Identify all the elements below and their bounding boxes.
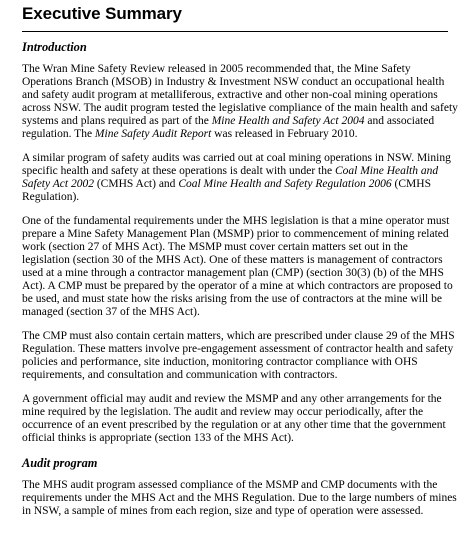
paragraph-msmp-requirements: One of the fundamental requirements under the MHS legislation is that a mine operator must prepare a Mine Safety Management Plan (MSMP) prior to commencement of mining related work (section 27 of MHS Act). The MSMP must cover certain matters set out in the legislation (section 30 of the MHS Act). One of these matters is management of contractors used at a mine through a contractor management plan (CMP) (section 30(3) (b) of the MHS Act). A CMP must be prepared by the operator of a mine at which contractors are proposed to be used, and must state how the risks arising from the use of contractors at the mine will be managed (section 37 of the MHS Act). <box>22 215 453 318</box>
paragraph-text: A similar program of safety audits was carried out at coal mining operations in NSW. Mining specific health and safety at these operations is dealt with under the <box>22 152 451 177</box>
regulation-title-cmhs: Coal Mine Health and Safety Regulation 2006 <box>178 178 392 190</box>
section-heading-introduction: Introduction <box>22 40 87 54</box>
act-title-cmhs-act: Coal Mine Health and Safety Act 2002 <box>22 165 439 190</box>
paragraph-audit-program: The MHS audit program assessed compliance of the MSMP and CMP documents with the requirements under the MHS Act and the MHS Regulation. Due to the large numbers of mines in NSW, a sample of mines from each region, size and type of operation were assessed. <box>22 479 457 517</box>
title-divider <box>22 31 448 32</box>
act-title-mhs-act: Mine Health and Safety Act 2004 <box>211 115 365 127</box>
paragraph-text: The Wran Mine Safety Review released in 2005 recommended that, the Mine Safety Operations Branch (MSOB) in Industry & Investment NSW conduct an occupational health and safety audit program at metalliferous, extractive and other non-coal mining operations across NSW. The audit program tested the legislative compliance of the main health and safety systems and plans required as part of the <box>22 63 458 127</box>
paragraph-text: and associated regulation. The <box>22 115 435 140</box>
paragraph-text: was released in February 2010. <box>211 128 358 140</box>
section-heading-audit-program: Audit program <box>22 456 98 470</box>
paragraph-coal-audits <box>22 152 458 204</box>
paragraph-text: (CMHS Act) and <box>93 178 179 190</box>
paragraph-wran-review <box>22 63 458 141</box>
paragraph-text: (CMHS Regulation). <box>22 178 431 203</box>
page-title: Executive Summary <box>22 4 182 23</box>
report-title: Mine Safety Audit Report <box>94 128 212 140</box>
paragraph-government-audit: A government official may audit and review the MSMP and any other arrangements for the mine required by the legislation. The audit and review may occur periodically, after the occurrence of an event prescribed by the regulation or at any other time that the government official thinks is appropriate (section 133 of the MHS Act). <box>22 393 446 444</box>
paragraph-cmp-matters: The CMP must also contain certain matters, which are prescribed under clause 29 of the MHS Regulation. These matters involve pre-engagement assessment of contractor health and safety policies and performance, site induction, monitoring contractor compliance with OHS requirements, and consultation and communication with contractors. <box>22 330 455 381</box>
